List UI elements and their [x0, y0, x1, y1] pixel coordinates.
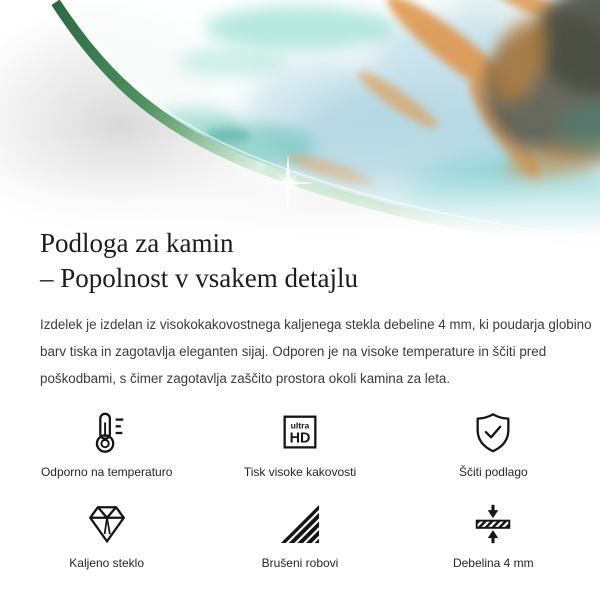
shield-check-icon	[470, 410, 516, 456]
page-title	[40, 226, 570, 296]
feature-label: Ščiti podlago	[458, 465, 528, 479]
feature-print-quality	[203, 410, 396, 479]
feature-label: Tisk visoke kakovosti	[243, 465, 357, 479]
ultra-hd-badge-bottom: HD	[289, 430, 311, 447]
beveled-edges-icon	[277, 501, 323, 547]
feature-label: Debelina 4 mm	[452, 556, 534, 570]
thermometer-icon	[84, 410, 130, 456]
page-title-line1: Podloga za kamin	[40, 228, 234, 258]
product-info-section	[0, 226, 600, 570]
hero-image	[0, 0, 600, 262]
feature-label: Odporno na temperaturo	[40, 465, 173, 479]
product-description: Izdelek je izdelan iz visokokakovostnega kaljenega stekla debeline 4 mm, ki poudarja globino barv tiska in zagotavlja eleganten sijaj. Odporen je na visoke temperature in ščiti pred poškodbami, s čimer zagotavlja zaščito prostora okoli kamina za leta.	[40, 317, 592, 386]
feature-label: Kaljeno steklo	[69, 556, 145, 570]
feature-heat-resistant	[10, 410, 203, 479]
feature-tempered-glass	[10, 501, 203, 570]
features-grid	[0, 410, 600, 570]
feature-polished-edges	[203, 501, 396, 570]
diamond-icon	[84, 501, 130, 547]
thickness-icon	[470, 501, 516, 547]
page-title-line2: – Popolnost v vsakem detajlu	[40, 263, 358, 293]
ultra-hd-badge-top: ultra	[290, 420, 310, 431]
feature-label: Brušeni robovi	[261, 556, 339, 570]
ultra-hd-icon	[277, 410, 323, 456]
feature-protects-surface	[397, 410, 590, 479]
feature-thickness	[397, 501, 590, 570]
